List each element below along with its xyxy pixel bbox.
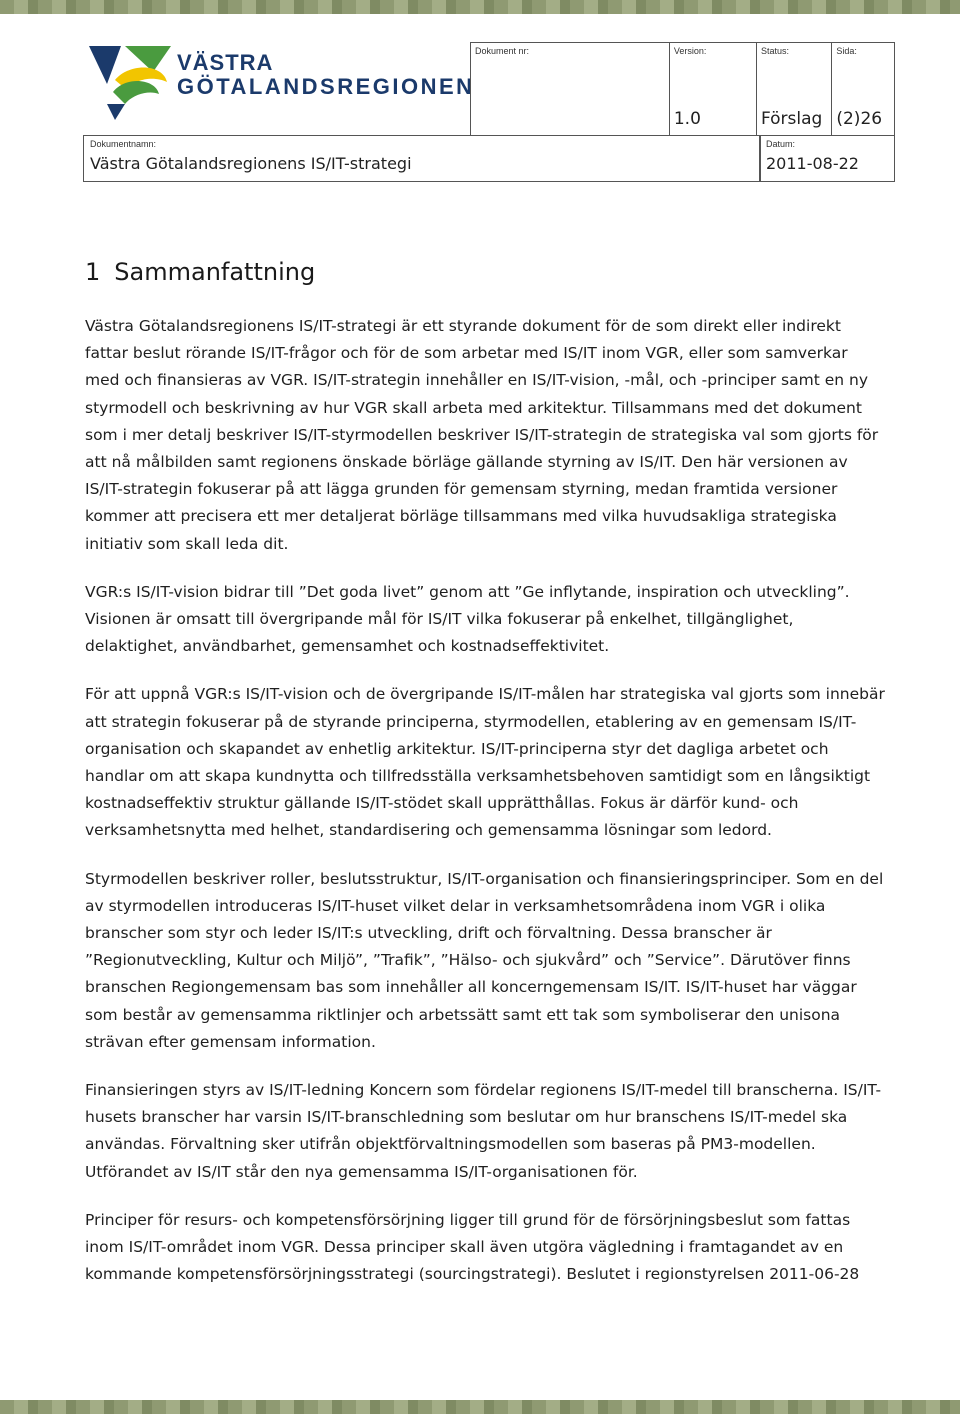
document-meta-table — [470, 42, 895, 136]
status-cell — [756, 43, 831, 136]
date-label: Datum: — [766, 139, 796, 149]
version-cell — [669, 43, 756, 136]
vgr-logo — [85, 42, 475, 132]
body-paragraph: Finansieringen styrs av IS/IT-ledning Koncern som fördelar regionens IS/IT-medel till branscherna. IS/IT-husets branscher har varsin IS/IT-branschledning som beslutar om hur branschens IS/IT-medel ska användas. Förvaltning sker utifrån objektförvaltningsmodellen som baseras på PM3-modellen. Utförandet av IS/IT står den nya gemensamma IS/IT-organisationen för. — [85, 1081, 882, 1181]
logo-wordmark-line1: VÄSTRA — [177, 50, 274, 75]
document-header — [83, 42, 895, 183]
body-paragraph: VGR:s IS/IT-vision bidrar till ”Det goda livet” genom att ”Ge inflytande, inspiration och utveckling”. Visionen är omsatt till övergripande mål för IS/IT vilka fokuserar på enkelhet, tillgänglighet, delaktighet, användbarhet, gemensamhet och kostnadseffektivitet. — [85, 582, 850, 656]
body-paragraph: För att uppnå VGR:s IS/IT-vision och de övergripande IS/IT-målen har strategiska val gjorts som innebär att strategin fokuserar på de styrande principerna, styrmodellen, etablering av en gemensam IS/IT-organisation och skapandet av enhetlig arkitektur. IS/IT-principerna styr det dagliga arbetet och handlar om att skapa kundnytta och tillfredsställa verksamhetsbehoven samtidigt som en långsiktigt kostnadseffektiv struktur gällande IS/IT-stödet skall upprätthållas. Fokus är därför kund- och verksamhetsnytta med helhet, standardisering och gemensamma lösningar som ledord. — [85, 685, 885, 840]
body-paragraph: Västra Götalandsregionens IS/IT-strategi är ett styrande dokument för de som direkt eller indirekt fattar beslut rörande IS/IT-frågor och för de som arbetar med IS/IT inom VGR, eller som samverkar med och finansieras av VGR. IS/IT-strategin innehåller en IS/IT-vision, -mål, och -principer samt en ny styrmodell och beskrivning av hur VGR skall arbeta med arkitektur. Tillsammans med det dokument som i mer detalj beskriver IS/IT-styrmodellen beskriver IS/IT-strategin de strategiska val som gjorts för att nå målbilden samt regionens önskade börläge gällande styrning av IS/IT. Den här versionen av IS/IT-strategin fokuserar på att lägga grunden för gemensam styrning, medan framtida versioner kommer att precisera ett mer detaljerat börläge tillsammans med vilka huvudsakliga strategiska initiativ som skall leda dit. — [85, 317, 879, 553]
date-value: 2011-08-22 — [766, 154, 859, 173]
section-heading — [85, 258, 315, 286]
document-name-cell — [83, 135, 761, 182]
version-value: 1.0 — [673, 109, 701, 129]
top-decorative-band — [0, 0, 960, 14]
bottom-decorative-band — [0, 1400, 960, 1414]
logo-wordmark-line2: GÖTALANDSREGIONEN — [177, 74, 475, 99]
body-paragraph: Principer för resurs- och kompetensförsörjning ligger till grund för de försörjningsbeslut som fattas inom IS/IT-området inom VGR. Dessa principer skall även utgöra vägledning i framtagandet av en kommande kompetensförsörjningsstrategi (sourcingstrategi). Beslutet i regionstyrelsen 2011-06-28 — [85, 1210, 860, 1284]
status-label: Status: — [760, 46, 789, 56]
version-label: Version: — [673, 46, 707, 56]
section-title-text: Sammanfattning — [114, 258, 316, 286]
document-nr-cell — [471, 43, 670, 136]
document-nr-label: Dokument nr: — [475, 46, 530, 56]
body-paragraph: Styrmodellen beskriver roller, beslutsstruktur, IS/IT-organisation och finansieringsprinciper. Som en del av styrmodellen introduceras IS/IT-huset vilket delar in verksamhetsområdena inom VGR i olika branscher som styr och leder IS/IT:s utveckling, drift och förvaltning. Dessa branscher är ”Regionutveckling, Kultur och Miljö”, ”Trafik”, ”Hälso- och sjukvård” och ”Service”. Därutöver finns branschen Regiongemensam bas som innehåller all koncerngemensam IS/IT. IS/IT-huset har väggar som består av gemensamma riktlinjer och arbetssätt samt ett tak som symboliserar den unisona strävan efter gemensam information. — [85, 869, 884, 1051]
logo-wordmark — [177, 52, 475, 98]
document-name-value: Västra Götalandsregionens IS/IT-strategi — [90, 154, 412, 173]
page-label: Sida: — [836, 46, 857, 56]
page-cell — [832, 43, 895, 136]
page-value: (2)26 — [836, 109, 883, 129]
date-cell — [759, 135, 895, 182]
status-value: Förslag — [760, 109, 823, 129]
document-body — [85, 313, 885, 1310]
section-number: 1 — [85, 258, 101, 286]
vgr-logo-icon — [85, 42, 180, 122]
document-name-label: Dokumentnamn: — [90, 139, 157, 149]
